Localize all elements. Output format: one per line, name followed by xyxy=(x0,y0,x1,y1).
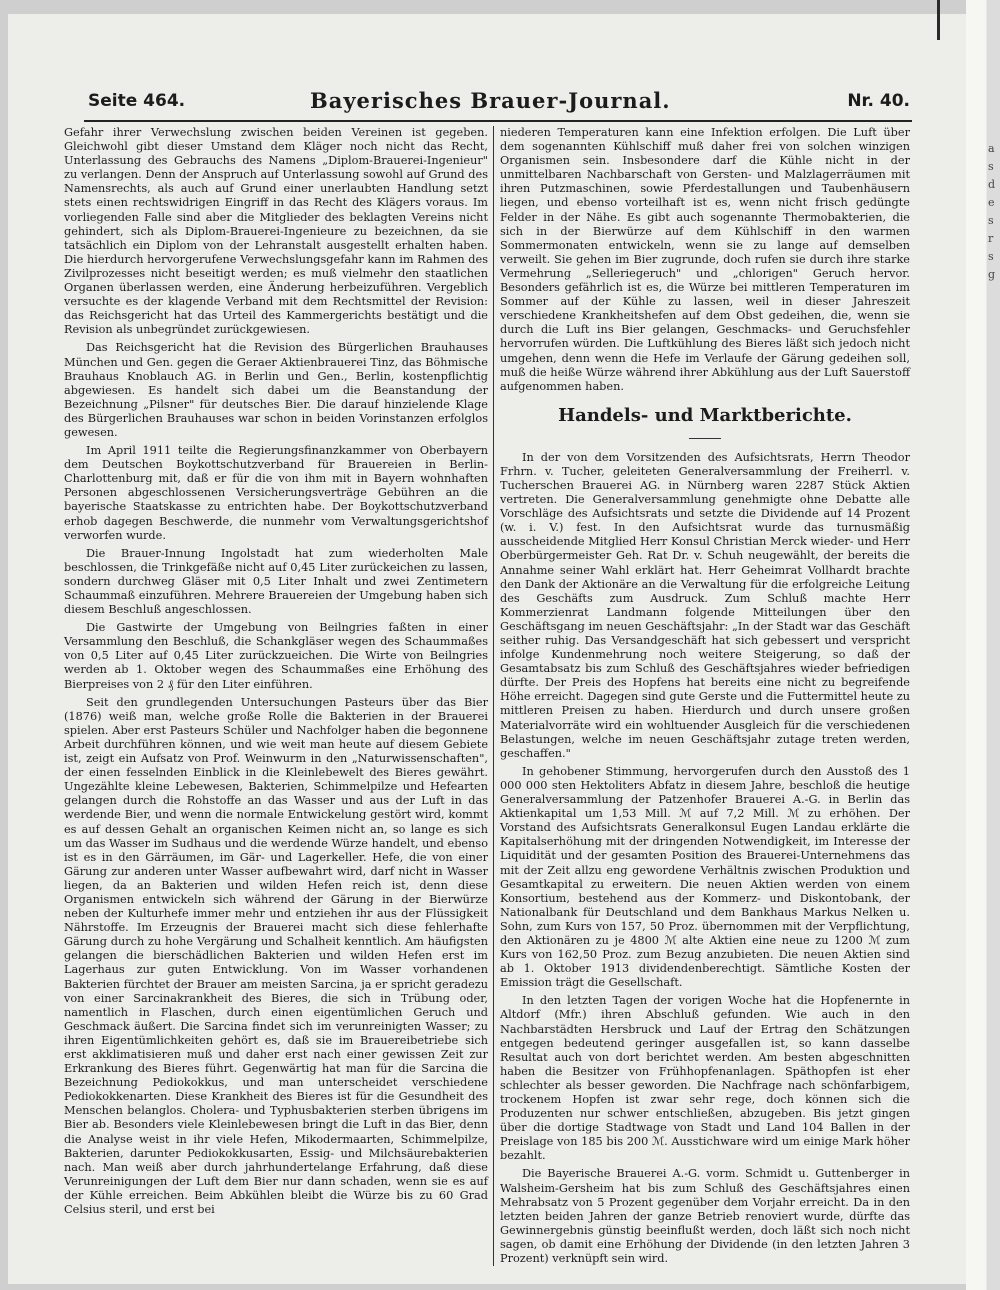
paragraph: Die Bayerische Brauerei A.-G. vorm. Schmidt u. Guttenberger in Walsheim-Gersheim hat bis zum Schluß des Geschäftsjahres einen Mehrabsatz von 5 Prozent gegenüber dem Vorjahr erreicht. Da in den letzten beiden Jahren der ganze Betrieb renoviert wurde, dürfte das Gewinnergebnis günstig beeinflußt werden, doch läßt sich noch nicht sagen, ob damit eine Erhöhung der Dividende (in den letzten Jahren 3 Prozent) verknüpft sein wird. xyxy=(500,1167,910,1266)
header-rule xyxy=(84,120,912,122)
paragraph: Im April 1911 teilte die Regierungsfinanzkammer von Oberbayern dem Deutschen Boykottschutzverband für Brauereien in Berlin-Charlottenburg mit, daß er für die von ihm mit in Bayern wohnhaften Personen abgeschlossenen Versicherungsverträge Gebühren an die bayerische Staatskasse zu entrichten habe. Der Boykottschutzverband erhob dagegen Beschwerde, die nunmehr vom Verwaltungsgerichtshof verworfen wurde. xyxy=(64,444,488,542)
paragraph: In der von dem Vorsitzenden des Aufsichtsrats, Herrn Theodor Frhrn. v. Tucher, geleiteten Generalversammlung der Freiherrl. v. Tucherschen Brauerei AG. in Nürnberg waren 2287 Stück Aktien vertreten. Die Generalversammlung genehmigte ohne Debatte alle Vorschläge des Aufsichtsrats und setzte die Dividende auf 14 Prozent (w. i. V.) fest. In den Aufsichtsrat wurde das turnusmäßig ausscheidende Mitglied Herr Konsul Christian Merck wieder- und Herr Oberbürgermeister Geh. Rat Dr. v. Schuh neugewählt, der bereits die Annahme seiner Wahl erklärt hat. Herr Geheimrat Vollhardt brachte den Dank der Aktionäre an die Verwaltung für die erfolgreiche Leitung des Geschäfts zum Ausdruck. Zum Schluß machte Herr Kommerzienrat Landmann folgende Mitteilungen über den Geschäftsgang im neuen Geschäftsjahr: „In der Stadt war das Geschäft seither ruhig. Das Versandgeschäft hat sich gebessert und verspricht infolge Kundenmehrung noch weitere Steigerung, so daß der Gesamtabsatz bis zum Schluß des Geschäftsjahres wieder befriedigen dürfte. Der Preis des Hopfens hat bereits eine nicht zu begreifende Höhe erreicht. Dagegen sind gute Gerste und die Futtermittel heute zu mittleren Preisen zu haben. Hierdurch und durch unsere großen Materialvorräte wird ein wohltuender Ausgleich für die verschiedenen Belastungen, welche im neuen Geschäftsjahr zutage treten werden, geschaffen." xyxy=(500,450,910,760)
paragraph: Seit den grundlegenden Untersuchungen Pasteurs über das Bier (1876) weiß man, welche große Rolle die Bakterien in der Brauerei spielen. Aber erst Pasteurs Schüler und Nachfolger haben die begonnene Arbeit durchführen können, und wie weit man heute auf diesem Gebiete ist, zeigt ein Aufsatz von Prof. Weinwurm in den „Naturwissenschaften", der einen fesselnden Einblick in die Kleinlebewelt des Bieres gewährt. Ungezählte kleine Lebewesen, Bakterien, Schimmelpilze und Hefearten gelangen durch die Rohstoffe an das Wasser und aus der Luft in das werdende Bier, und wenn die normale Entwickelung gestört wird, kommt es auf dessen Gehalt an organischen Keimen nicht an, so lange es sich um das Wasser im Sudhaus und die werdende Würze handelt, und ebenso ist es in den Gärräumen, im Gär- und Lagerkeller. Hefe, die von einer Gärung zur anderen unter Wasser aufbewahrt wird, darf nicht in Wasser liegen, da an Bakterien und wilden Hefen reich ist, denn diese Organismen entwickeln sich während der Gärung in der Bierwürze neben der Kulturhefe immer mehr und entziehen ihr aus der Flüssigkeit Nährstoffe. Im Erzeugnis der Brauerei macht sich diese fehlerhafte Gärung durch zu hohe Vergärung und Schalheit kenntlich. Am häufigsten gelangen die bierschädlichen Bakterien und wilden Hefen erst im Lagerhaus zur guten Entwicklung. Von im Wasser vorhandenen Bakterien fürchtet der Brauer am meisten Sarcina, ja er spricht geradezu von einer Sarcinakrankheit des Bieres, die sich in Trübung oder, namentlich in Flaschen, durch einen eigentümlichen Geruch und Geschmack äußert. Die Sarcina findet sich im verunreinigten Wasser; zu ihren Eigentümlichkeiten gehört es, daß sie im Brauereibetriebe sich erst akklimatisieren muß und daher erst nach einer gewissen Zeit zur Erkrankung des Bieres führt. Gegenwärtig hat man für die Sarcina die Bezeichnung Pediokokkus, und man unterscheidet verschiedene Pediokokkenarten. Diese Krankheit des Bieres ist für die Gesundheit des Menschen belanglos. Cholera- und Typhusbakterien sterben übrigens im Bier ab. Besonders viele Kleinlebewesen bringt die Luft in das Bier, denn die Analyse weist in ihr viele Hefen, Mikodermaarten, Schimmelpilze, Bakterien, darunter Pediokokkusarten, Essig- und Milchsäurebakterien nach. Man weiß aber durch jahrhundertelange Erfahrung, daß diese Verunreinigungen der Luft dem Bier nur dann schaden, wenn sie es auf der Kühle erreichen. Beim Abkühlen bleibt die Würze bis zu 60 Grad Celsius steril, und erst bei xyxy=(64,695,488,1217)
edge-letter: s xyxy=(988,160,994,173)
issue-number: Nr. 40. xyxy=(847,91,910,111)
edge-letter: a xyxy=(988,142,995,155)
section-rule xyxy=(689,438,721,439)
left-column xyxy=(64,126,488,1221)
paragraph: Die Gastwirte der Umgebung von Beilngries faßten in einer Versammlung den Beschluß, die Schankgläser wegen des Schaummaßes von 0,5 Liter auf 0,45 Liter zurückzueichen. Die Wirte von Beilngries werden ab 1. Oktober wegen des Schaummaßes eine Erhöhung des Bierpreises von 2 ₰ für den Liter einführen. xyxy=(64,621,488,691)
journal-title: Bayerisches Brauer-Journal. xyxy=(310,88,671,113)
edge-letter: s xyxy=(988,214,994,227)
edge-letter: d xyxy=(988,178,996,191)
paragraph: niederen Temperaturen kann eine Infektion erfolgen. Die Luft über dem sogenannten Kühlschiff muß daher frei von solchen winzigen Organismen sein. Insbesondere darf die Kühle nicht in der unmittelbaren Nachbarschaft von Gersten- und Malzlagerräumen mit ihren Putzmaschinen, sowie Pferdestallungen und Taubenhäusern liegen, und ebenso vorteilhaft ist es, wenn nicht frisch gedüngte Felder in der Nähe. Es gibt auch sogenannte Thermobakterien, die sich in der Bierwürze auf dem Kühlschiff in den warmen Sommermonaten entwickeln, wenn sie zu lange auf demselben verweilt. Sie gehen im Bier zugrunde, doch rufen sie durch ihre starke Vermehrung „Selleriegeruch" und „chlorigen" Geruch hervor. Besonders gefährlich ist es, die Würze bei mittleren Temperaturen im Sommer auf der Kühle zu lassen, weil in dieser Jahreszeit verschiedene Krankheitshefen auf dem Obst gedeihen, die, wenn sie durch die Luft ins Bier gelangen, Geschmacks- und Geruchsfehler hervorrufen würden. Die Luftkühlung des Bieres läßt sich jedoch nicht umgehen, denn wenn die Hefe im Verlaufe der Gärung gedeihen soll, muß die heiße Würze während ihrer Abkühlung aus der Luft Sauerstoff aufgenommen haben. xyxy=(500,126,910,393)
edge-letter: g xyxy=(988,268,996,281)
page-number: Seite 464. xyxy=(88,91,186,111)
binding-mark xyxy=(937,0,940,40)
edge-letter: e xyxy=(988,196,995,209)
section-heading: Handels- und Marktberichte. xyxy=(558,404,852,426)
right-column xyxy=(500,126,910,1270)
adjacent-page-letters xyxy=(988,140,998,284)
paragraph: In den letzten Tagen der vorigen Woche hat die Hopfenernte in Altdorf (Mfr.) ihren Abschluß gefunden. Wie auch in den Nachbarstädten Hersbruck und Lauf der Ertrag den Schätzungen entgegen bedeutend geringer ausgefallen ist, so kann dasselbe Resultat auch von dort berichtet werden. Am besten abgeschnitten haben die Besitzer von Frühhopfenanlagen. Späthopfen ist eher schlechter als besser geworden. Die Nachfrage nach schönfarbigem, trockenem Hopfen ist zwar sehr rege, doch können sich die Produzenten nur schwer entschließen, abzugeben. Bis jetzt gingen über die dortige Stadtwage von Stadt und Land 104 Ballen in der Preislage von 185 bis 200 ℳ. Ausstichware wird um einige Mark höher bezahlt. xyxy=(500,994,910,1163)
paragraph: In gehobener Stimmung, hervorgerufen durch den Ausstoß des 1 000 000 sten Hektoliters Abfatz in diesem Jahre, beschloß die heutige Generalversammlung der Patzenhofer Brauerei A.-G. in Berlin das Aktienkapital um 1,53 Mill. ℳ auf 7,2 Mill. ℳ zu erhöhen. Der Vorstand des Aufsichtsrats Generalkonsul Eugen Landau erklärte die Kapitalserhöhung mit der dringenden Notwendigkeit, im Interesse der Liquidität und der gesamten Position des Brauerei-Unternehmens das mit der Zeit allzu eng gewordene Verhältnis zwischen Produktion und Gesamtkapital zu erweitern. Die neuen Aktien werden von einem Konsortium, bestehend aus der Kommerz- und Diskontobank, der Nationalbank für Deutschland und dem Bankhaus Markus Nelken u. Sohn, zum Kurs von 157, 50 Proz. übernommen mit der Verpflichtung, den Aktionären zu je 4800 ℳ alte Aktien eine neue zu 1200 ℳ zum Kurs von 162,50 Proz. zum Bezug anzubieten. Die neuen Aktien sind ab 1. Oktober 1913 dividendenberechtigt. Sämtliche Kosten der Emission trägt die Gesellschaft. xyxy=(500,764,910,990)
paragraph: Das Reichsgericht hat die Revision des Bürgerlichen Brauhauses München und Gen. gegen die Geraer Aktienbrauerei Tinz, das Böhmische Brauhaus Knoblauch AG. in Berlin und Gen., Berlin, kostenpflichtig abgewiesen. Es handelt sich dabei um die Beanstandung der Bezeichnung „Pilsner" für deutsches Bier. Die darauf hinzielende Klage des Bürgerlichen Brauhauses war schon in beiden Vorinstanzen erfolglos gewesen. xyxy=(64,341,488,439)
column-divider xyxy=(493,126,494,1266)
paragraph: Gefahr ihrer Verwechslung zwischen beiden Vereinen ist gegeben. Gleichwohl gibt dieser Umstand dem Kläger noch nicht das Recht, Unterlassung des Gebrauchs des Namens „Diplom-Brauerei-Ingenieur" zu verlangen. Denn der Anspruch auf Unterlassung sowohl auf Grund des Namensrechts, als auch auf Grund einer unerlaubten Handlung setzt stets einen rechtswidrigen Eingriff in das Recht des Klägers voraus. Im vorliegenden Falle sind aber die Mitglieder des beklagten Vereins nicht gehindert, sich als Diplom-Brauerei-Ingenieure zu bezeichnen, da sie tatsächlich ein Diplom von der Lehranstalt ausgestellt erhalten haben. Die hierdurch hervorgerufene Verwechslungsgefahr kann im Rahmen des Zivilprozesses nicht beseitigt werden; es muß vielmehr den staatlichen Organen überlassen werden, eine Änderung herbeizuführen. Vergeblich versuchte es der klagende Verband mit dem Rechtsmittel der Revision: das Reichsgericht hat das Urteil des Kammergerichts bestätigt und die Revision als unbegründet zurückgewiesen. xyxy=(64,126,488,337)
paragraph: Die Brauer-Innung Ingolstadt hat zum wiederholten Male beschlossen, die Trinkgefäße nicht auf 0,45 Liter zurückeichen zu lassen, sondern durchweg Gläser mit 0,5 Liter Inhalt und zwei Zentimetern Schaummaß einzuführen. Mehrere Brauereien der Umgebung haben sich diesem Beschluß angeschlossen. xyxy=(64,546,488,617)
edge-letter: s xyxy=(988,250,994,263)
edge-letter: r xyxy=(988,232,994,245)
page-header xyxy=(80,88,910,118)
